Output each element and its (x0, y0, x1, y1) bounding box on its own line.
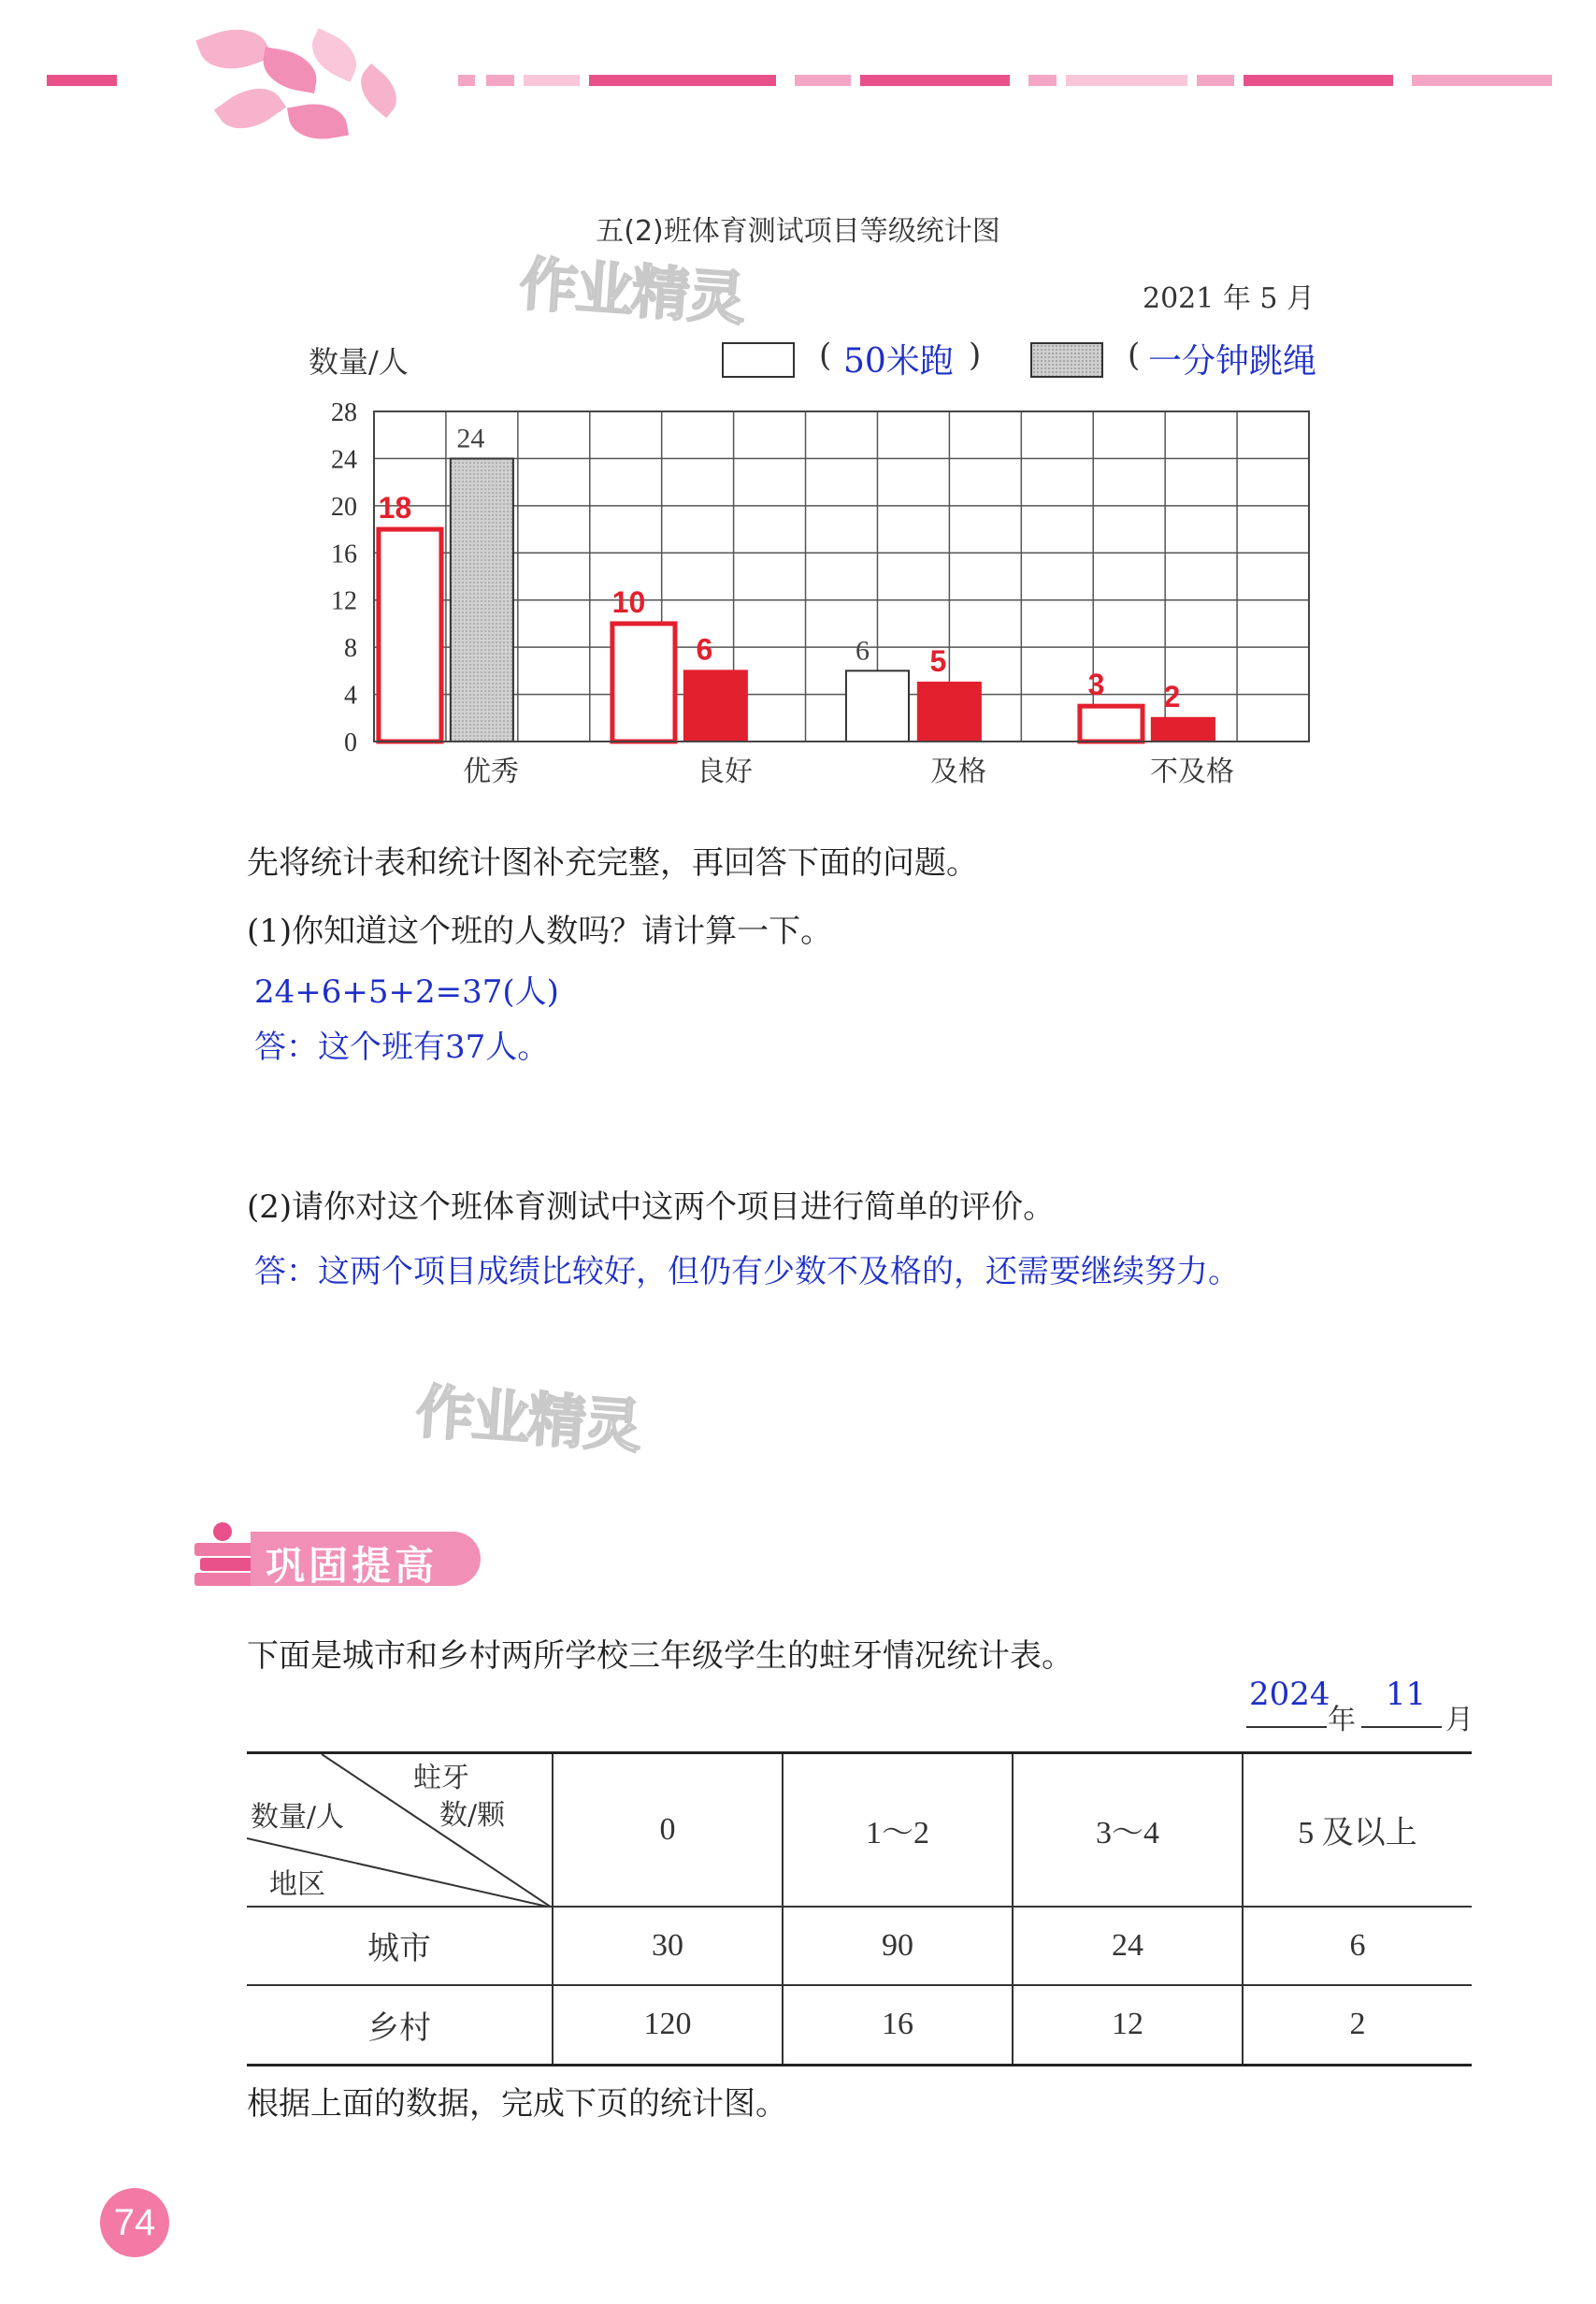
column-header: 3～4 (1013, 1753, 1243, 1907)
x-tick-label: 不及格 (1150, 756, 1234, 788)
table-cell: 16 (783, 1985, 1013, 2066)
column-header: 1～2 (783, 1753, 1013, 1907)
legend-paren-close: ) (969, 337, 982, 374)
y-tick-label: 8 (344, 634, 357, 664)
bar-rope (684, 670, 747, 742)
bar-run (1080, 706, 1143, 742)
page-number: 74 (100, 2188, 169, 2257)
table-cell: 6 (1243, 1907, 1472, 1985)
watermark: 作业精灵 (517, 249, 746, 334)
legend-series-1: 50米跑 (843, 342, 954, 381)
table-row (247, 1907, 1472, 1985)
table-intro: 下面是城市和乡村两所学校三年级学生的蛀牙情况统计表。 (247, 1637, 1073, 1675)
legend-series-2: 一分钟跳绳 (1148, 342, 1317, 381)
bar-rope (451, 458, 513, 742)
instruction-text: 先将统计表和统计图补充完整，再回答下面的问题。 (247, 844, 978, 882)
legend-swatch-open (722, 342, 795, 378)
cavity-stats-table (247, 1751, 1472, 2066)
y-tick-label: 16 (331, 540, 357, 569)
bar-rope (1152, 718, 1215, 742)
bar-run (846, 670, 909, 742)
bar-run (612, 624, 675, 742)
y-axis-label: 数量/人 (309, 344, 409, 380)
bar-chart (290, 383, 1318, 804)
table-row (247, 1985, 1472, 2066)
bar-value-label: 3 (1087, 668, 1105, 702)
q1-answer: 答：这个班有37人。 (254, 1029, 550, 1066)
table-date-year-suffix: 年 (1328, 1704, 1356, 1736)
row-label: 乡村 (247, 1985, 553, 2066)
table-corner-header (247, 1753, 553, 1907)
table-cell: 12 (1013, 1985, 1243, 2066)
table-date-month: 11 (1386, 1676, 1427, 1713)
table-date-year: 2024 (1249, 1676, 1330, 1713)
corner-label-mid: 数量/人 (251, 1801, 345, 1834)
table-cell: 30 (553, 1907, 783, 1985)
y-tick-label: 24 (331, 445, 357, 475)
table-cell: 2 (1243, 1985, 1472, 2066)
bar-value-label: 6 (696, 632, 713, 667)
bar-value-label: 24 (456, 423, 485, 454)
legend-paren-open: ( (819, 337, 832, 374)
column-header: 0 (553, 1753, 783, 1907)
bar-value-label: 6 (855, 635, 870, 667)
column-header: 5 及以上 (1243, 1753, 1472, 1907)
table-cell: 90 (783, 1907, 1013, 1985)
watermark-2: 作业精灵 (413, 1376, 642, 1462)
corner-label-top: 蛀牙 (413, 1762, 469, 1794)
table-header-row (247, 1753, 1472, 1907)
bar-value-label: 2 (1163, 679, 1181, 713)
bar-rope (918, 683, 981, 742)
legend-swatch-shaded (1030, 342, 1103, 378)
question-2: (2)请你对这个班体育测试中这两个项目进行简单的评价。 (247, 1188, 1056, 1226)
table-cell: 120 (553, 1985, 783, 2066)
bar-value-label: 10 (611, 584, 646, 619)
y-tick-label: 20 (331, 492, 357, 522)
x-tick-label: 优秀 (463, 756, 519, 788)
section-title: 巩固提高 (266, 1543, 439, 1589)
bar-value-label: 5 (929, 643, 947, 678)
bar-run (379, 529, 441, 742)
chart-date: 2021 年 5 月 (1143, 282, 1316, 315)
table-cell: 24 (1013, 1907, 1243, 1985)
y-tick-label: 0 (344, 728, 357, 757)
bar-value-label: 18 (378, 491, 412, 526)
row-label: 城市 (247, 1907, 553, 1985)
q1-calculation: 24+6+5+2=37(人) (254, 973, 559, 1011)
y-tick-label: 4 (344, 681, 357, 711)
y-tick-label: 28 (331, 398, 357, 427)
legend-paren-open-2: ( (1128, 337, 1141, 374)
footer-instruction: 根据上面的数据，完成下页的统计图。 (247, 2085, 787, 2123)
table-date-month-suffix: 月 (1445, 1704, 1474, 1736)
corner-label-bottom: 地区 (269, 1868, 325, 1901)
x-tick-label: 良好 (697, 756, 753, 788)
question-1: (1)你知道这个班的人数吗？请计算一下。 (247, 913, 833, 950)
chart-title: 五(2)班体育测试项目等级统计图 (596, 215, 1000, 248)
q2-answer: 答：这两个项目成绩比较好，但仍有少数不及格的，还需要继续努力。 (254, 1253, 1240, 1290)
corner-label-top2: 数/颗 (439, 1799, 506, 1832)
y-tick-label: 12 (331, 586, 357, 616)
x-tick-label: 及格 (930, 756, 986, 788)
